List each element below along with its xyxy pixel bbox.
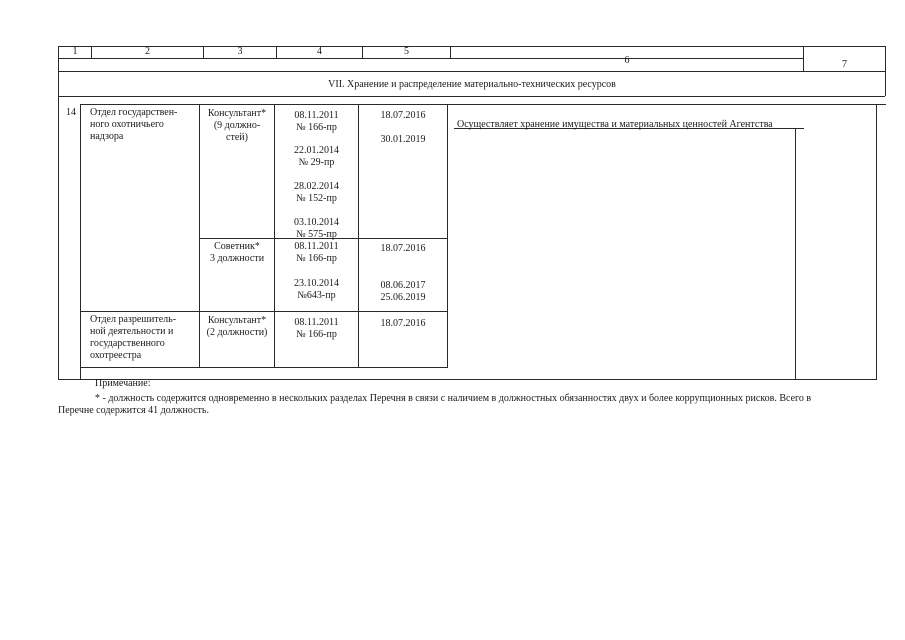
column-number: 7: [842, 59, 847, 70]
column-number: 5: [404, 46, 409, 57]
section-title: VII. Хранение и распределение материально-технических ресурсов: [328, 79, 616, 90]
column-number: 1: [72, 46, 78, 57]
order-number: № 152-пр: [296, 193, 337, 204]
date-cell: 18.07.2016: [380, 110, 426, 121]
date-cell: 18.07.2016: [380, 318, 426, 329]
note-text-line: * - должность содержится одновременно в нескольких разделах Перечня в связи с наличием в должностных обязанностях двух и более коррупционных рисков. Всего в: [95, 393, 812, 404]
date-cell: 25.06.2019: [380, 292, 426, 303]
date-cell: 18.07.2016: [380, 243, 426, 254]
order-date: 08.11.2011: [294, 110, 339, 121]
column-number: 4: [317, 46, 322, 57]
order-number: № 575-пр: [296, 229, 337, 240]
function-description: Осуществляет хранение имущества и материальных ценностей Агентства: [457, 119, 773, 130]
order-number: № 166-пр: [296, 329, 337, 340]
column-number: 2: [145, 46, 150, 57]
row-number: 14: [66, 107, 76, 118]
order-date: 23.10.2014: [294, 278, 339, 289]
order-date: 22.01.2014: [294, 145, 339, 156]
date-cell: 30.01.2019: [380, 134, 426, 145]
order-number: № 166-пр: [296, 122, 337, 133]
date-cell: 08.06.2017: [380, 280, 426, 291]
order-number: №643-пр: [297, 290, 336, 301]
order-date: 28.02.2014: [294, 181, 339, 192]
order-date: 08.11.2011: [294, 317, 339, 328]
note-text-line: Перечне содержится 41 должность.: [58, 405, 209, 416]
note-heading: Примечание:: [95, 378, 151, 389]
column-number: 3: [237, 46, 243, 57]
order-date: 08.11.2011: [294, 241, 339, 252]
order-number: № 29-пр: [298, 157, 335, 168]
order-number: № 166-пр: [296, 253, 337, 264]
column-number: 6: [624, 55, 630, 66]
order-date: 03.10.2014: [294, 217, 339, 228]
